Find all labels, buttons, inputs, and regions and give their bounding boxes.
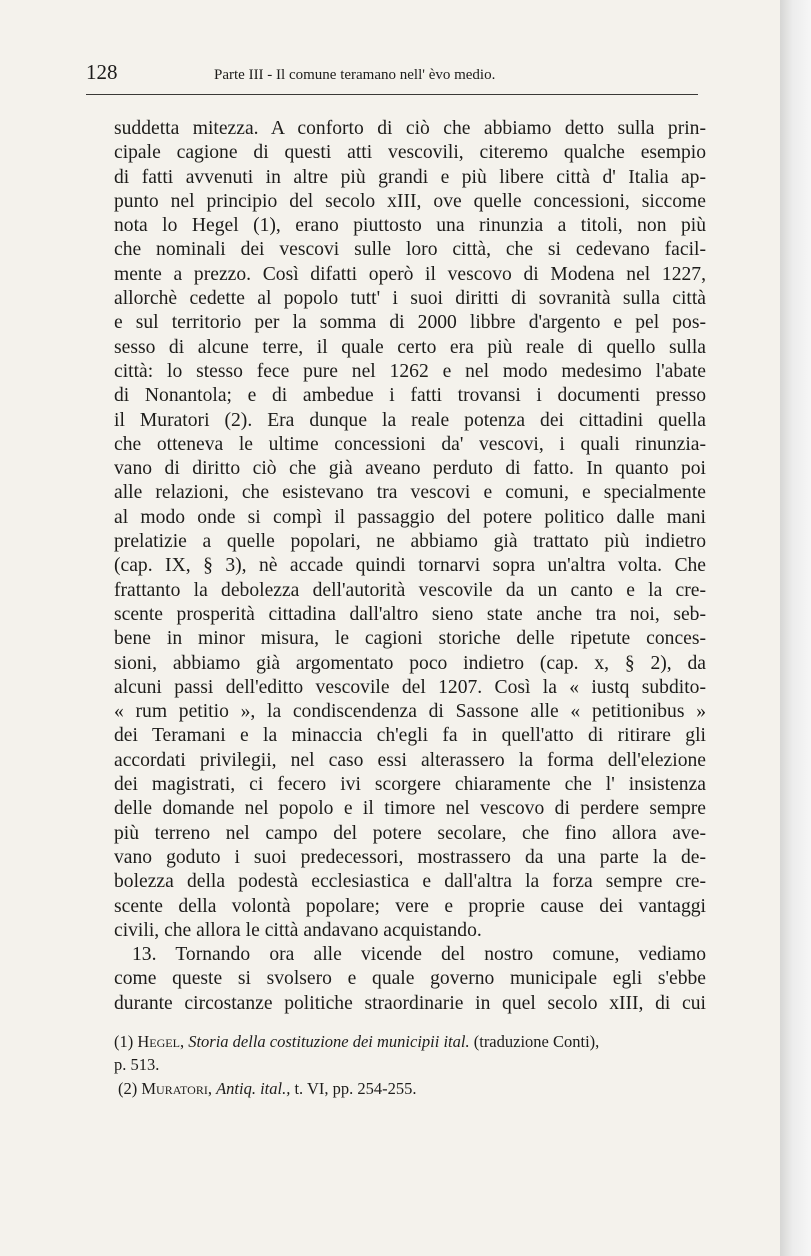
footnote-1-number: (1) (114, 1032, 134, 1051)
text-line: dei Teramani e la minaccia ch'egli fa in quell'atto di ritirare gli (114, 725, 706, 747)
page-header (86, 58, 698, 90)
text-line: scente prosperità cittadina dall'altro sieno state anche tra noi, seb- (114, 603, 706, 625)
text-line: frattanto la debolezza dell'autorità vescovile da un canto e la cre- (114, 579, 706, 601)
text-line: durante circostanze politiche straordinarie in quel secolo xIII, di cui (114, 992, 706, 1014)
page-number: 128 (86, 60, 118, 84)
text-line: dei magistrati, ci fecero ivi scorgere chiaramente che l' insistenza (114, 774, 706, 796)
footnote-1-continuation: p. 513. (114, 1055, 160, 1074)
text-line: 13. Tornando ora alle vicende del nostro comune, vediamo (132, 944, 706, 966)
text-line: scente della volontà popolare; vere e proprie cause dei vantaggi (114, 895, 706, 917)
text-line: punto nel principio del secolo xIII, ove quelle concessioni, siccome (114, 190, 706, 212)
footnote-2 (114, 1077, 708, 1101)
footnote-1-title: Storia della costituzione dei municipii ital. (188, 1032, 470, 1051)
footnote-2-author: Muratori, (141, 1079, 212, 1098)
text-line: suddetta mitezza. A conforto di ciò che abbiamo detto sulla prin- (114, 118, 706, 139)
text-line: alcuni passi dell'editto vescovile del 1207. Così la « iustq subdito- (114, 676, 706, 698)
text-line: cipale cagione di questi atti vescovili, citeremo qualche esempio (114, 142, 706, 164)
text-line: (cap. IX, § 3), nè accade quindi tornarvi sopra un'altra volta. Che (114, 555, 706, 577)
footnote-1-rest: (traduzione Conti), (473, 1032, 600, 1051)
footnotes (114, 1030, 708, 1101)
text-line: bolezza della podestà ecclesiastica e dall'altra la forza sempre cre- (114, 871, 706, 893)
text-line: che nominali dei vescovi sulle loro città, che si cedevano facil- (114, 239, 706, 261)
text-line: mente a prezzo. Così difatti operò il vescovo di Modena nel 1227, (114, 263, 706, 285)
text-line: più terreno nel campo del potere secolare, che fino allora ave- (114, 822, 706, 844)
text-line: di fatti avvenuti in altre più grandi e più libere città d' Italia ap- (114, 166, 706, 188)
text-line: e sul territorio per la somma di 2000 libbre d'argento e pel pos- (114, 312, 706, 334)
text-line: alle relazioni, che esistevano tra vescovi e comuni, e specialmente (114, 482, 706, 504)
footnote-1-author: Hegel, (137, 1032, 185, 1051)
text-line: bene in minor misura, le cagioni storiche delle ripetute conces- (114, 628, 706, 650)
text-line: vano di diritto ciò che già aveano perduto di fatto. In quanto poi (114, 458, 706, 480)
text-line: che otteneva le ultime concessioni da' vescovi, i quali rinunzia- (114, 433, 706, 455)
text-line: di Nonantola; e di ambedue i fatti trovansi i documenti presso (114, 385, 706, 407)
text-line: « rum petitio », la condiscendenza di Sassone alle « petitionibus » (114, 701, 706, 723)
text-line: come queste si svolsero e quale governo municipale egli s'ebbe (114, 968, 706, 990)
text-line: al modo onde si compì il passaggio del potere politico dalle mani (114, 506, 706, 528)
text-line: il Muratori (2). Era dunque la reale potenza dei cittadini quella (114, 409, 706, 431)
text-line: civili, che allora le città andavano acquistando. (114, 919, 482, 941)
text-line: accordati privilegii, nel caso essi alterassero la forma dell'elezione (114, 749, 706, 771)
text-line: allorchè cedette al popolo tutt' i suoi diritti di sovranità sulla città (114, 288, 706, 310)
running-title: Parte III - Il comune teramano nell' èvo medio. (214, 67, 496, 83)
text-line: nota lo Hegel (1), erano piuttosto una rinunzia a titoli, non più (114, 215, 706, 237)
footnote-2-title: Antiq. ital., (216, 1079, 291, 1098)
text-line: sioni, abbiamo già argomentato poco indietro (cap. x, § 2), da (114, 652, 706, 674)
text-line: delle domande nel popolo e il timore nel vescovo di perdere sempre (114, 798, 706, 820)
body-text (114, 117, 706, 1016)
text-line: vano goduto i suoi predecessori, mostrassero da una parte la de- (114, 846, 706, 868)
header-rule (86, 94, 698, 95)
text-line: città: lo stesso fece pure nel 1262 e nel modo medesimo l'abate (114, 360, 706, 382)
footnote-2-rest: t. VI, pp. 254-255. (294, 1079, 417, 1098)
text-line: prelatizie a quelle popolari, ne abbiamo già trattato più indietro (114, 531, 706, 553)
book-gutter (780, 0, 811, 1256)
footnote-1 (114, 1030, 708, 1054)
text-line: sesso di alcune terre, il quale certo era più reale di quello sulla (114, 336, 706, 358)
footnote-2-number: (2) (118, 1079, 138, 1098)
